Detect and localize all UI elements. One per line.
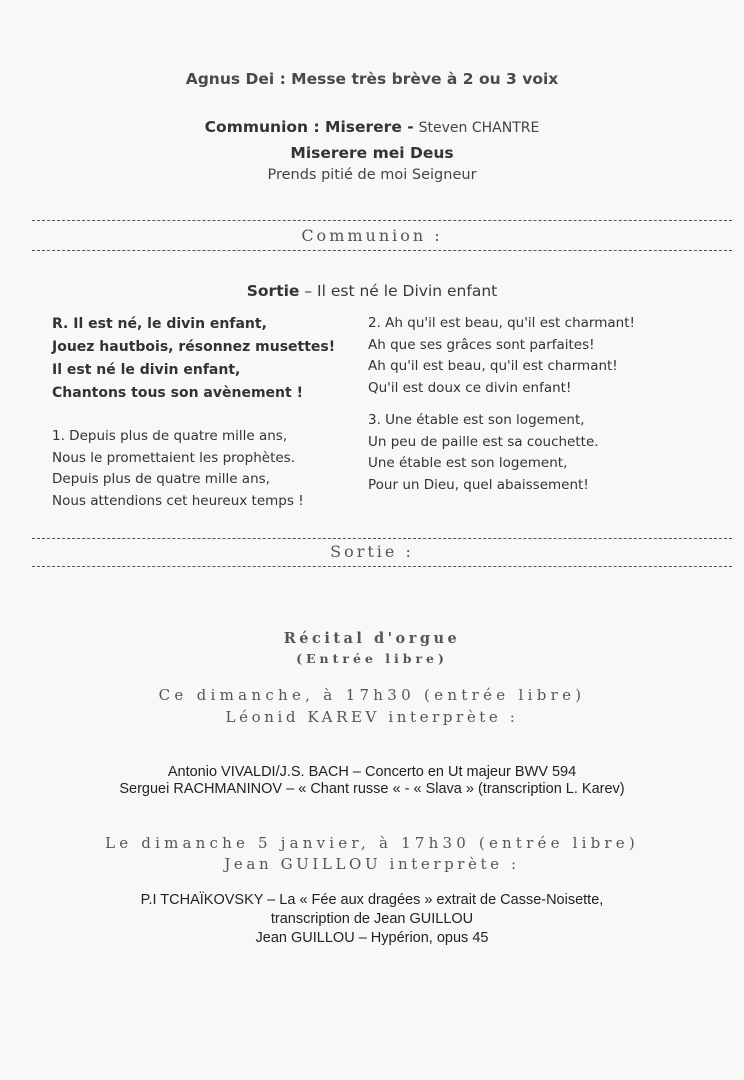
- concert-1-program-item: Antonio VIVALDI/J.S. BACH – Concerto en Ut majeur BWV 594: [167, 764, 577, 780]
- verse-line: Pour un Dieu, quel abaissement!: [368, 476, 589, 493]
- communion-label: Communion : Miserere -: [204, 118, 414, 136]
- concert-1-performer: Léonid KAREV interprète :: [225, 708, 519, 726]
- recital-title: Récital d'orgue: [283, 630, 461, 647]
- miserere-title: Miserere mei Deus: [290, 144, 454, 162]
- verse-line: Nous attendions cet heureux temps !: [52, 492, 304, 509]
- concert-2-program-item: Jean GUILLOU – Hypérion, opus 45: [255, 930, 489, 946]
- verse-line: Un peu de paille est sa couchette.: [368, 433, 599, 450]
- concert-2-performer: Jean GUILLOU interprète :: [224, 855, 520, 873]
- refrain: [52, 313, 352, 405]
- divider: [32, 538, 732, 539]
- sortie-title-label: Sortie: [246, 282, 300, 300]
- sortie-title: [0, 282, 744, 300]
- miserere-translation: Prends pitié de moi Seigneur: [267, 167, 477, 183]
- sortie-separator-label: Sortie :: [330, 542, 414, 561]
- refrain-line: Jouez hautbois, résonnez musettes!: [52, 339, 336, 355]
- concert-2-program-item: P.I TCHAÏKOVSKY – La « Fée aux dragées » extrait de Casse-Noisette,: [140, 892, 604, 908]
- concert-1-program-item: Serguei RACHMANINOV – « Chant russe « - « Slava » (transcription L. Karev): [119, 781, 625, 797]
- communion-title: [0, 118, 744, 136]
- verse-line: Ah que ses grâces sont parfaites!: [368, 336, 595, 353]
- divider: [32, 250, 732, 251]
- verse-2: [368, 313, 688, 399]
- verse-3: [368, 410, 688, 496]
- verse-line: Ah qu'il est beau, qu'il est charmant!: [368, 358, 618, 374]
- divider: [32, 220, 732, 221]
- verse-line: Une étable est son logement,: [368, 455, 568, 471]
- verse-line: Depuis plus de quatre mille ans,: [52, 471, 270, 487]
- communion-separator-label: Communion :: [301, 226, 443, 245]
- refrain-line: R. Il est né, le divin enfant,: [52, 316, 267, 332]
- communion-composer: Steven CHANTRE: [418, 120, 540, 136]
- verse-line: 2. Ah qu'il est beau, qu'il est charmant!: [368, 315, 635, 331]
- concert-1-date: Ce dimanche, à 17h30 (entrée libre): [158, 686, 586, 704]
- refrain-line: Il est né le divin enfant,: [52, 362, 241, 378]
- refrain-line: Chantons tous son avènement !: [52, 385, 303, 401]
- sortie-title-hymn: – Il est né le Divin enfant: [299, 282, 498, 300]
- verse-line: Qu'il est doux ce divin enfant!: [368, 379, 572, 396]
- verse-1: [52, 426, 352, 512]
- verse-line: 1. Depuis plus de quatre mille ans,: [52, 428, 288, 444]
- recital-subtitle: (Entrée libre): [296, 651, 448, 666]
- concert-2-program-item: transcription de Jean GUILLOU: [270, 911, 474, 927]
- divider: [32, 566, 732, 567]
- verse-line: 3. Une étable est son logement,: [368, 412, 585, 428]
- agnus-dei-line: Agnus Dei : Messe très brève à 2 ou 3 voix: [185, 70, 559, 88]
- concert-2-date: Le dimanche 5 janvier, à 17h30 (entrée libre): [105, 834, 639, 852]
- verse-line: Nous le promettaient les prophètes.: [52, 449, 295, 466]
